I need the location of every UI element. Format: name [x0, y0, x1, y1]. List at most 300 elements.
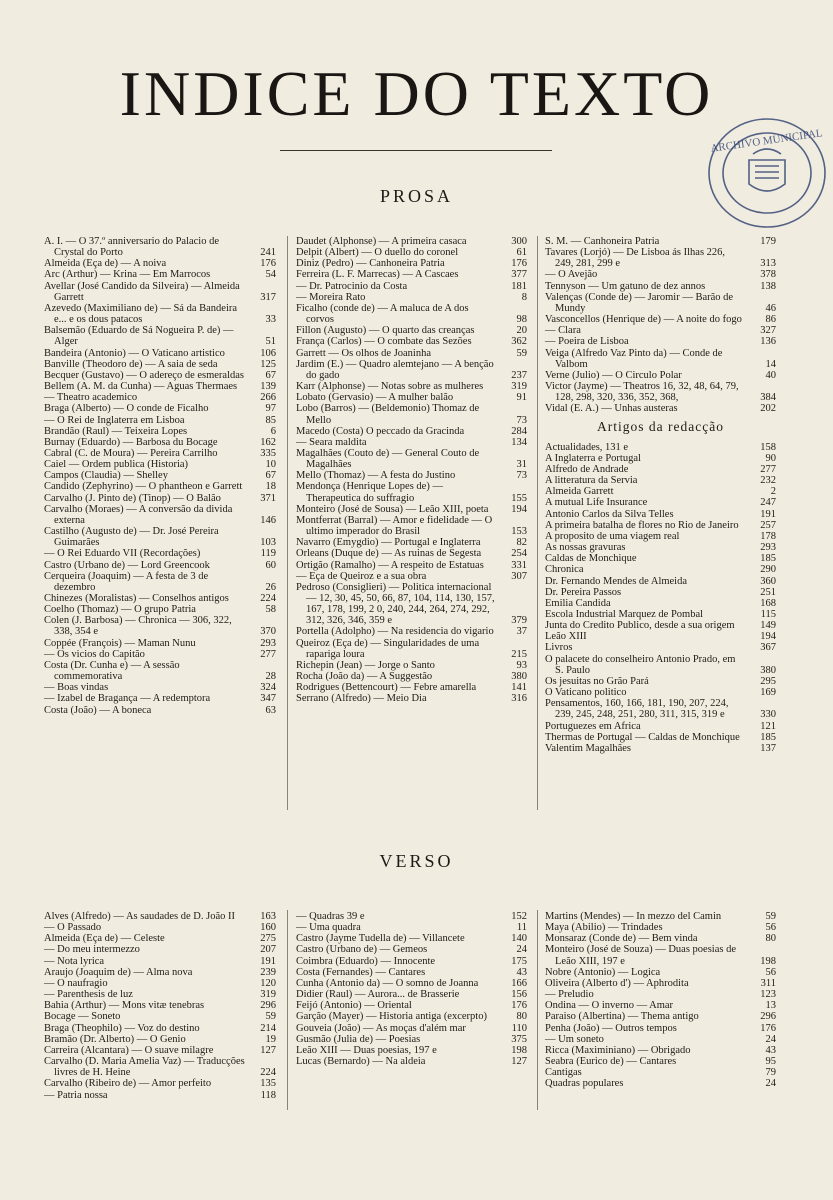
entry-page: 51 — [265, 336, 276, 348]
entry-page: 33 — [265, 314, 276, 326]
entry-title: Navarro (Emygdio) — Portugal e Inglaterra — [296, 537, 481, 549]
entry-page: 185 — [760, 553, 776, 565]
entry-title: Diniz (Pedro) — Canhoneira Patria — [296, 258, 445, 270]
index-entry — [44, 1023, 276, 1034]
index-entry — [545, 609, 776, 620]
entry-title: — O Rei Eduardo VII (Recordações) — [44, 548, 201, 560]
index-entry — [44, 682, 276, 693]
index-entry — [44, 470, 276, 481]
entry-page: 380 — [760, 664, 776, 676]
entry-title: Montferrat (Barral) — Amor e fidelidade — O ultimo imperador do Brasil — [296, 514, 493, 538]
index-entry — [296, 515, 527, 537]
index-entry — [296, 548, 527, 559]
entry-page: 20 — [516, 325, 527, 337]
entry-title: Carvalho (D. Maria Amelia Vaz) — Traducções livres de H. Heine — [44, 1056, 245, 1079]
entry-page: 59 — [516, 347, 527, 359]
entry-title: Burnay (Eduardo) — Barbosa du Bocage — [44, 436, 218, 448]
entry-title: — Clara — [545, 325, 581, 337]
entry-title: Bramão (Dr. Alberto) — O Genio — [44, 1033, 186, 1045]
entry-title: Monteiro (José de Souza) — Duas poesias de Leão XIII, 197 e — [545, 944, 736, 967]
entry-page: 266 — [260, 392, 276, 404]
entry-page: 166 — [511, 977, 527, 989]
entry-title: Dr. Fernando Mendes de Almeida — [545, 575, 688, 587]
entry-page: 98 — [516, 314, 527, 326]
entry-page: 18 — [265, 481, 276, 493]
index-entry — [44, 638, 276, 649]
entry-title: — Quadras 39 e — [296, 911, 365, 922]
index-entry — [545, 620, 776, 631]
entry-title: Didier (Raul) — Aurora... de Brasserie — [296, 989, 460, 1001]
entry-page: 370 — [260, 626, 276, 638]
entry-page: 60 — [265, 559, 276, 571]
entry-page: 80 — [765, 933, 776, 945]
index-entry — [44, 956, 276, 967]
entry-title: Cerqueira (Joaquim) — A festa de 3 de dezembro — [44, 570, 209, 593]
entry-title: Lobo (Barros) — (Beldemonio) Thomaz de Mello — [296, 403, 480, 426]
entry-title: Martins (Mendes) — In mezzo del Camin — [545, 911, 722, 922]
entry-page: 120 — [260, 977, 276, 989]
entry-page: 296 — [760, 1011, 776, 1023]
entry-page: 91 — [516, 392, 527, 404]
entry-title: Daudet (Alphonse) — A primeira casaca — [296, 236, 467, 247]
index-entry — [44, 911, 276, 922]
index-entry — [44, 967, 276, 978]
index-entry — [545, 911, 776, 922]
entry-title: — Eça de Queiroz e a sua obra — [296, 570, 427, 582]
entry-page: 24 — [765, 1078, 776, 1090]
entry-page: 73 — [516, 470, 527, 482]
entry-page: 277 — [260, 648, 276, 660]
index-entry — [296, 292, 527, 303]
entry-title: — Um soneto — [545, 1033, 604, 1045]
index-entry — [44, 303, 276, 325]
entry-title: O Vaticano politico — [545, 687, 627, 699]
index-entry — [296, 978, 527, 989]
index-entry — [296, 1056, 527, 1067]
entry-page: 284 — [511, 425, 527, 437]
entry-title: França (Carlos) — O combate das Sezões — [296, 336, 472, 348]
entry-page: 140 — [511, 933, 527, 945]
index-entry — [545, 520, 776, 531]
index-entry — [44, 693, 276, 704]
entry-page: 14 — [765, 358, 776, 370]
index-entry — [44, 1090, 276, 1101]
index-entry — [545, 732, 776, 743]
entry-page: 178 — [760, 530, 776, 542]
entry-page: 121 — [760, 720, 776, 732]
entry-title: Gouveia (João) — As moças d'além mar — [296, 1022, 466, 1034]
index-entry — [296, 336, 527, 347]
index-entry — [296, 258, 527, 269]
index-entry — [545, 687, 776, 698]
entry-page: 371 — [260, 492, 276, 504]
index-entry — [296, 426, 527, 437]
index-entry — [545, 721, 776, 732]
entry-page: 293 — [760, 542, 776, 554]
artigos-heading: Artigos da redacção — [597, 418, 724, 434]
entry-page: 254 — [511, 548, 527, 560]
entry-page: 79 — [765, 1067, 776, 1079]
index-entry — [296, 504, 527, 515]
entry-page: 152 — [511, 911, 527, 922]
entry-page: 119 — [260, 548, 276, 560]
index-entry — [545, 381, 776, 403]
entry-title: Carvalho (Ribeiro de) — Amor perfeito — [44, 1078, 212, 1090]
entry-page: 375 — [511, 1033, 527, 1045]
entry-title: Costa (Dr. Cunha e) — A sessão commemorativa — [44, 659, 180, 683]
prosa-column-1 — [44, 236, 276, 716]
entry-page: 156 — [511, 989, 527, 1001]
column-divider — [287, 236, 288, 810]
entry-page: 198 — [760, 955, 776, 967]
index-entry — [296, 956, 527, 967]
entry-page: 106 — [260, 347, 276, 359]
index-entry — [545, 1023, 776, 1034]
index-entry — [296, 348, 527, 359]
entry-page: 135 — [260, 1078, 276, 1090]
entry-page: 10 — [265, 459, 276, 471]
index-entry — [545, 553, 776, 564]
index-entry — [545, 944, 776, 966]
entry-title: Ondina — O inverno — Amar — [545, 1000, 674, 1012]
index-entry — [545, 464, 776, 475]
entry-page: 360 — [760, 575, 776, 587]
entry-page: 43 — [765, 1044, 776, 1056]
index-entry — [545, 348, 776, 370]
index-entry — [545, 676, 776, 687]
entry-title: — Dr. Patrocinio da Costa — [296, 280, 408, 292]
index-entry — [545, 1067, 776, 1078]
entry-page: 26 — [265, 581, 276, 593]
index-entry — [545, 292, 776, 314]
entry-title: Costa (João) — A boneca — [44, 704, 152, 716]
index-entry — [545, 1011, 776, 1022]
entry-page: 8 — [521, 291, 527, 303]
entry-title: Costa (Fernandes) — Cantares — [296, 966, 426, 978]
entry-title: — Moreira Rato — [296, 291, 366, 303]
entry-page: 24 — [765, 1033, 776, 1045]
index-entry — [44, 269, 276, 280]
index-entry — [44, 571, 276, 593]
index-entry — [545, 314, 776, 325]
entry-page: 37 — [516, 626, 527, 638]
entry-title: — Nota lyrica — [44, 955, 105, 967]
entry-title: Colen (J. Barbosa) — Chronica — 306, 322, 338, 354 e — [44, 615, 232, 638]
entry-title: Almeida (Eça de) — A noiva — [44, 258, 167, 270]
entry-title: Valentim Magalhães — [545, 742, 632, 754]
entry-page: 85 — [265, 414, 276, 426]
entry-title: — Poeira de Lisboa — [545, 336, 629, 348]
index-entry — [296, 922, 527, 933]
column-divider — [537, 910, 538, 1110]
entry-title: A mutual Life Insurance — [545, 497, 648, 509]
entry-title: Paraiso (Albertina) — Thema antigo — [545, 1011, 699, 1023]
entry-title: — Do meu intermezzo — [44, 944, 140, 956]
index-entry — [296, 1023, 527, 1034]
entry-title: O palacete do conselheiro Antonio Prado, em S. Paulo — [545, 653, 736, 676]
entry-title: Portella (Adolpho) — Na residencia do vigario — [296, 626, 494, 638]
entry-page: 136 — [760, 336, 776, 348]
entry-title: Antonio Carlos da Silva Telles — [545, 508, 674, 520]
entry-page: 224 — [260, 1067, 276, 1079]
index-entry — [296, 325, 527, 336]
entry-title: Delpit (Albert) — O duello do coronel — [296, 247, 459, 259]
entry-page: 93 — [516, 659, 527, 671]
entry-title: A Inglaterra e Portugal — [545, 452, 641, 464]
entry-page: 175 — [511, 955, 527, 967]
title-rule — [280, 150, 552, 151]
entry-page: 319 — [511, 381, 527, 393]
entry-page: 202 — [760, 403, 776, 415]
entry-page: 331 — [511, 559, 527, 571]
entry-page: 56 — [765, 966, 776, 978]
index-entry — [44, 526, 276, 548]
entry-title: Ferreira (L. F. Marrecas) — A Cascaes — [296, 269, 459, 281]
index-entry — [44, 325, 276, 347]
entry-title: — O Rei de Inglaterra em Lisboa — [44, 414, 185, 426]
entry-page: 257 — [760, 519, 776, 531]
index-entry — [545, 978, 776, 989]
entry-page: 379 — [511, 615, 527, 627]
entry-title: — Preludio — [545, 989, 594, 1001]
entry-page: 241 — [260, 247, 276, 259]
entry-title: Braga (Theophilo) — Voz do destino — [44, 1022, 200, 1034]
index-entry — [545, 587, 776, 598]
index-entry — [545, 743, 776, 754]
entry-page: 153 — [511, 526, 527, 538]
entry-page: 316 — [511, 693, 527, 705]
entry-title: Penha (João) — Outros tempos — [545, 1022, 677, 1034]
entry-page: 319 — [260, 989, 276, 1001]
entry-page: 138 — [760, 280, 776, 292]
entry-title: Maya (Abilio) — Trindades — [545, 922, 663, 934]
entry-title: Magalhães (Couto de) — General Couto de Magalhães — [296, 447, 480, 471]
entry-page: 194 — [511, 503, 527, 515]
entry-page: 239 — [260, 966, 276, 978]
index-entry — [545, 370, 776, 381]
entry-title: Bandeira (Antonio) — O Vaticano artistico — [44, 347, 225, 359]
entry-title: Cantigas — [545, 1067, 582, 1079]
entry-title: Caiel — Ordem publica (Historia) — [44, 459, 189, 471]
index-entry — [545, 1045, 776, 1056]
entry-title: Oliveira (Alberto d') — Aphrodita — [545, 977, 689, 989]
entry-title: — Izabel de Bragança — A redemptora — [44, 693, 211, 705]
entry-page: 160 — [260, 922, 276, 934]
entry-title: Candido (Zephyrino) — O phantheon e Garrett — [44, 481, 243, 493]
index-entry — [545, 631, 776, 642]
index-entry — [44, 944, 276, 955]
index-entry — [44, 978, 276, 989]
entry-page: 311 — [760, 977, 776, 989]
entry-title: Lobato (Gervasio) — A mulher balão — [296, 392, 454, 404]
entry-title: — Seara maldita — [296, 436, 367, 448]
entry-title: Carvalho (Moraes) — A conversão da divida externa — [44, 503, 233, 526]
entry-title: Bahia (Arthur) — Mons vitæ tenebras — [44, 1000, 205, 1012]
entry-title: Leão XIII — Duas poesias, 197 e — [296, 1044, 437, 1056]
index-entry — [44, 604, 276, 615]
entry-title: — Theatro academico — [44, 392, 138, 404]
index-entry — [296, 437, 527, 448]
index-entry — [545, 922, 776, 933]
entry-title: Rodrigues (Bettencourt) — Febre amarella — [296, 682, 477, 694]
entry-title: Victor (Jayme) — Theatros 16, 32, 48, 64, 79, 128, 298, 320, 336, 352, 368, — [545, 381, 739, 404]
entry-title: Gusmão (Julia de) — Poesias — [296, 1033, 421, 1045]
verso-column-2 — [296, 911, 527, 1067]
index-entry — [545, 1078, 776, 1089]
entry-page: 214 — [260, 1022, 276, 1034]
entry-title: Macedo (Costa) O peccado da Gracinda — [296, 425, 465, 437]
entry-title: Alfredo de Andrade — [545, 463, 629, 475]
verso-column-3 — [545, 911, 776, 1090]
index-entry — [296, 392, 527, 403]
entry-page: 176 — [511, 1000, 527, 1012]
entry-title: A proposito de uma viagem real — [545, 530, 680, 542]
entry-page: 19 — [265, 1033, 276, 1045]
index-entry — [296, 359, 527, 381]
index-entry — [296, 236, 527, 247]
entry-title: Araujo (Joaquim de) — Alma nova — [44, 966, 193, 978]
index-entry — [296, 1034, 527, 1045]
entry-page: 295 — [760, 675, 776, 687]
index-entry — [44, 1045, 276, 1056]
prosa-column-3 — [545, 236, 776, 754]
entry-page: 2 — [770, 486, 776, 498]
entry-page: 313 — [760, 258, 776, 270]
entry-title: — Os vicios do Capitão — [44, 648, 145, 660]
entry-page: 380 — [511, 671, 527, 683]
index-entry — [545, 403, 776, 414]
entry-page: 134 — [511, 436, 527, 448]
index-entry — [44, 281, 276, 303]
entry-title: Feijó (Antonio) — Oriental — [296, 1000, 412, 1012]
entry-page: 215 — [511, 648, 527, 660]
index-entry — [44, 481, 276, 492]
index-entry — [296, 381, 527, 392]
index-entry — [44, 504, 276, 526]
entry-page: 28 — [265, 671, 276, 683]
index-entry — [44, 1078, 276, 1089]
verso-column-1 — [44, 911, 276, 1101]
entry-title: Jardim (E.) — Quadro alemtejano — A benção do gado — [296, 358, 494, 381]
index-entry — [545, 933, 776, 944]
entry-title: Avellar (José Candido da Silveira) — Almeida Garrett — [44, 280, 240, 303]
index-entry — [44, 1011, 276, 1022]
index-entry — [296, 638, 527, 660]
entry-page: 163 — [260, 911, 276, 922]
index-entry — [545, 564, 776, 575]
entry-title: Lucas (Bernardo) — Na aldeia — [296, 1056, 426, 1068]
entry-title: Almeida Garrett — [545, 486, 614, 498]
entry-page: 24 — [516, 944, 527, 956]
index-entry — [44, 392, 276, 403]
index-entry — [296, 448, 527, 470]
index-entry — [44, 989, 276, 1000]
entry-page: 125 — [260, 358, 276, 370]
entry-title: Ficalho (conde de) — A maluca de A dos corvos — [296, 302, 469, 326]
entry-title: Thermas de Portugal — Caldas de Monchique — [545, 731, 740, 743]
index-entry — [44, 1000, 276, 1011]
entry-page: 296 — [260, 1000, 276, 1012]
entry-title: Balsemão (Eduardo de Sá Nogueira P. de) — Alger — [44, 325, 234, 348]
entry-page: 384 — [760, 392, 776, 404]
entry-page: 162 — [260, 436, 276, 448]
entry-page: 290 — [760, 564, 776, 576]
entry-page: 179 — [760, 236, 776, 247]
entry-title: Azevedo (Maximiliano de) — Sá da Bandeira e... e os dous patacos — [44, 302, 238, 326]
index-entry — [296, 269, 527, 280]
entry-page: 11 — [516, 922, 527, 934]
entry-page: 13 — [765, 1000, 776, 1012]
entry-page: 73 — [516, 414, 527, 426]
entry-title: Serrano (Alfredo) — Meio Dia — [296, 693, 427, 705]
entry-title: Arc (Arthur) — Krina — Em Marrocos — [44, 269, 211, 281]
entry-page: 176 — [511, 258, 527, 270]
entry-title: Mello (Thomaz) — A festa do Justino — [296, 470, 456, 482]
entry-page: 115 — [760, 609, 776, 620]
page-title: INDICE DO TEXTO — [119, 58, 714, 129]
entry-page: 347 — [260, 693, 276, 705]
index-entry — [44, 370, 276, 381]
index-entry — [296, 560, 527, 571]
entry-page: 300 — [511, 236, 527, 247]
entry-title: Karr (Alphonse) — Notas sobre as mulheres — [296, 381, 484, 393]
entry-page: 82 — [516, 537, 527, 549]
entry-page: 317 — [260, 291, 276, 303]
entry-title: Bocage — Soneto — [44, 1011, 121, 1023]
index-entry — [44, 359, 276, 370]
index-entry — [296, 944, 527, 955]
entry-title: Alves (Alfredo) — As saudades de D. João II — [44, 911, 235, 922]
entry-title: Braga (Alberto) — O conde de Ficalho — [44, 403, 209, 415]
entry-title: Garção (Mayer) — Historia antiga (excerpto) — [296, 1011, 487, 1023]
index-entry — [296, 671, 527, 682]
entry-page: 95 — [765, 1056, 776, 1068]
entry-title: Verne (Julio) — O Circulo Polar — [545, 369, 682, 381]
index-entry — [44, 1034, 276, 1045]
entry-page: 58 — [265, 604, 276, 616]
index-entry — [44, 660, 276, 682]
entry-title: A primeira batalha de flores no Rio de Janeiro — [545, 519, 739, 531]
entry-page: 61 — [516, 247, 527, 259]
index-entry — [545, 269, 776, 280]
entry-title: Portuguezes em Africa — [545, 720, 641, 732]
prosa-heading: PROSA — [379, 186, 454, 206]
entry-title: Pedroso (Consiglieri) — Politica internacional — 12, 30, 45, 50, 66, 87, 104, 114, 130, 157, 167, 178, 199, 2 0, 240, 244, 264, 274, 292, 312, 326, 346, 359 e — [296, 581, 495, 627]
index-entry — [545, 281, 776, 292]
index-entry — [296, 911, 527, 922]
index-entry — [545, 989, 776, 1000]
prosa-column-2 — [296, 236, 527, 705]
entry-title: Dr. Pereira Passos — [545, 586, 622, 598]
entry-title: Quadras populares — [545, 1078, 624, 1090]
index-entry — [296, 470, 527, 481]
entry-title: Monsaraz (Conde de) — Bem vinda — [545, 933, 698, 945]
entry-title: Pensamentos, 160, 166, 181, 190, 207, 224, 239, 245, 248, 251, 280, 311, 315, 319 e — [545, 698, 729, 721]
entry-title: Queiroz (Eça de) — Singularidades de uma rapariga loura — [296, 637, 480, 660]
index-entry — [545, 542, 776, 553]
entry-page: 158 — [760, 441, 776, 453]
entry-title: Veiga (Alfredo Vaz Pinto da) — Conde de Valbom — [545, 347, 723, 370]
entry-title: Coelho (Thomaz) — O grupo Patria — [44, 604, 196, 616]
entry-title: Cunha (Antonio da) — O somno de Joanna — [296, 977, 479, 989]
entry-page: 63 — [265, 704, 276, 716]
index-entry — [296, 626, 527, 637]
index-entry — [545, 1000, 776, 1011]
entry-page: 191 — [760, 508, 776, 520]
index-entry — [296, 1045, 527, 1056]
entry-title: — Boas vindas — [44, 682, 109, 694]
entry-page: 40 — [765, 369, 776, 381]
